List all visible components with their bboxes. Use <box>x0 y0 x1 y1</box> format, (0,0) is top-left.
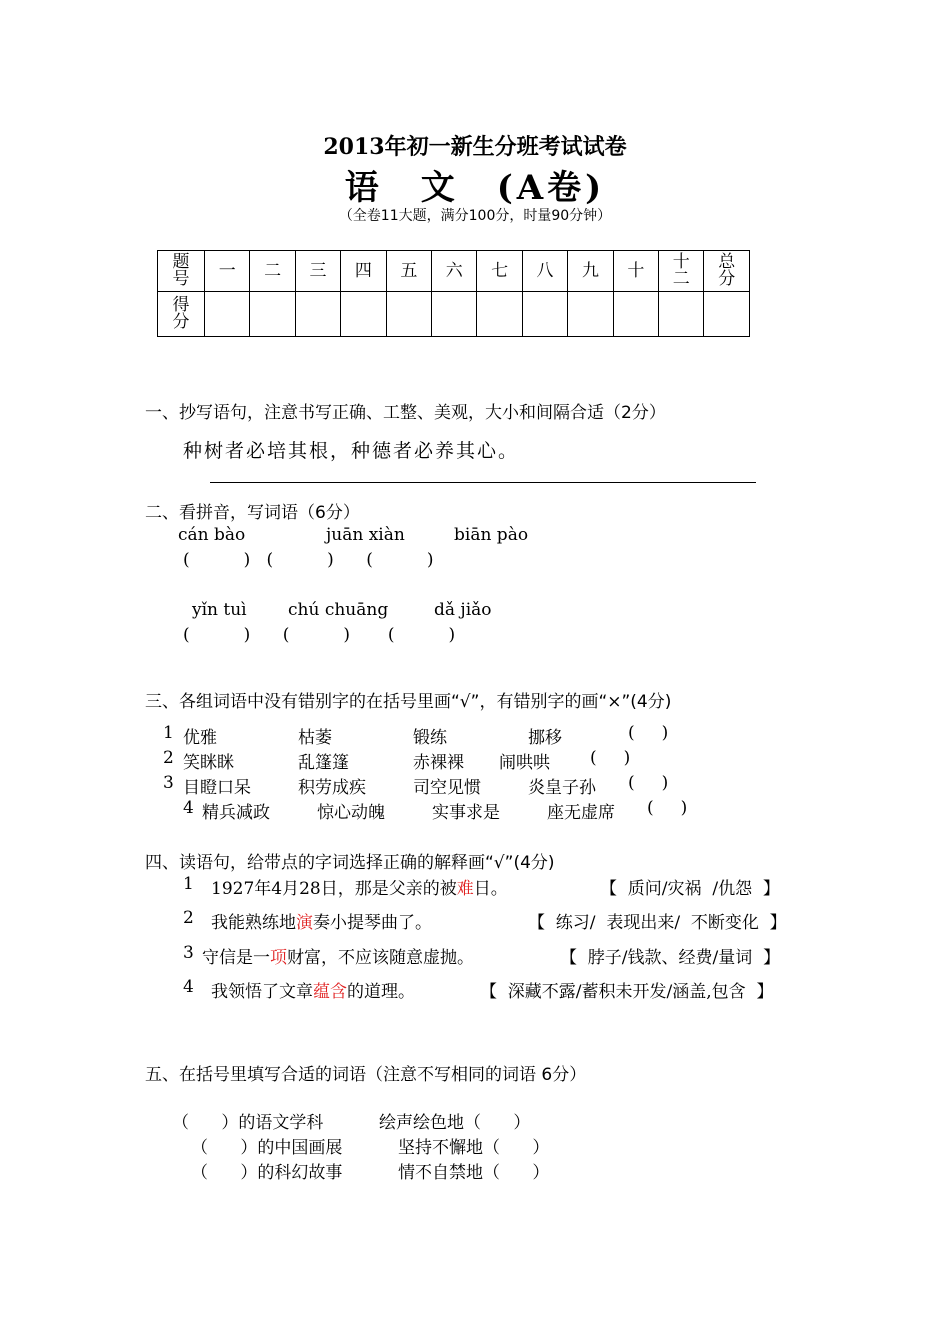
table-header-cell: 题 号 <box>158 251 205 292</box>
answer-brackets[interactable]: ( ) <box>628 723 669 743</box>
answer-options[interactable]: 【 质问/灾祸 /仇怨 】 <box>600 879 780 899</box>
q5-heading: 五、在括号里填写合适的词语（注意不写相同的词语 6分） <box>145 1065 587 1085</box>
word: 锻练 <box>413 728 447 748</box>
list-item-number: 2 <box>183 908 194 928</box>
score-table <box>157 250 750 337</box>
answer-options[interactable]: 【 练习/ 表现出来/ 不断变化 】 <box>528 913 787 933</box>
table-header-cell: 五 <box>386 251 431 292</box>
table-header-cell: 八 <box>522 251 567 292</box>
fill-blank[interactable]: （ ）的语文学科 <box>172 1113 324 1133</box>
answer-brackets[interactable]: ( ) <box>628 773 669 793</box>
fill-blank[interactable]: 坚持不懈地（ ） <box>398 1138 550 1158</box>
word: 座无虚席 <box>547 803 615 823</box>
score-cell[interactable] <box>613 292 658 337</box>
fill-blank[interactable]: （ ）的中国画展 <box>191 1138 343 1158</box>
table-row <box>158 251 750 292</box>
pinyin: biān pào <box>454 525 529 545</box>
table-header-cell: 三 <box>295 251 340 292</box>
score-cell[interactable] <box>250 292 295 337</box>
answer-options[interactable]: 【 深藏不露/蓄积未开发/涵盖,包含 】 <box>480 982 774 1002</box>
word: 积劳成疾 <box>298 778 366 798</box>
list-item-number: 3 <box>183 943 194 963</box>
table-header-cell: 四 <box>341 251 386 292</box>
marked-word: 演 <box>296 913 313 933</box>
marked-word: 蕴含 <box>313 982 347 1002</box>
score-cell[interactable] <box>341 292 386 337</box>
list-item-number: 2 <box>163 748 174 768</box>
list-item-number: 1 <box>183 874 194 894</box>
word: 目瞪口呆 <box>183 778 251 798</box>
word: 挪移 <box>528 728 562 748</box>
exam-note: （全卷11大题，满分100分，时量90分钟） <box>338 208 612 224</box>
table-header-cell: 一 <box>205 251 250 292</box>
fill-blank[interactable]: 绘声绘色地（ ） <box>379 1113 531 1133</box>
table-header-cell: 二 <box>250 251 295 292</box>
table-header-cell: 得 分 <box>158 292 205 337</box>
table-row <box>158 292 750 337</box>
list-item-number: 4 <box>183 798 194 818</box>
word: 乱篷篷 <box>298 753 349 773</box>
list-item-number: 3 <box>163 773 174 793</box>
q1-heading: 一、抄写语句，注意书写正确、工整、美观，大小和间隔合适（2分） <box>145 403 666 423</box>
word: 精兵减政 <box>202 803 270 823</box>
table-header-cell: 七 <box>477 251 522 292</box>
answer-brackets[interactable]: ( ) ( ) ( ) <box>183 550 434 570</box>
table-header-cell: 总 分 <box>704 251 750 292</box>
q1-writing-line[interactable] <box>210 482 756 483</box>
pinyin: yǐn tuì <box>192 600 247 620</box>
word: 惊心动魄 <box>317 803 385 823</box>
word: 实事求是 <box>432 803 500 823</box>
word: 枯萎 <box>298 728 332 748</box>
answer-brackets[interactable]: ( ) ( ) ( ) <box>183 625 456 645</box>
score-cell[interactable] <box>386 292 431 337</box>
score-cell[interactable] <box>568 292 613 337</box>
table-header-cell: 六 <box>432 251 477 292</box>
word: 闹哄哄 <box>499 753 550 773</box>
q4-heading: 四、读语句，给带点的字词选择正确的解释画“√”(4分) <box>145 853 555 873</box>
q4-sentence: 我能熟练地演奏小提琴曲了。 <box>211 913 432 933</box>
exam-title: 2013年初一新生分班考试试卷 <box>323 134 627 160</box>
score-cell[interactable] <box>704 292 750 337</box>
score-cell[interactable] <box>477 292 522 337</box>
q2-heading: 二、看拼音，写词语（6分） <box>145 503 360 523</box>
q1-sentence: 种树者必培其根，种德者必养其心。 <box>183 440 520 462</box>
q4-sentence: 我领悟了文章蕴含的道理。 <box>211 982 415 1002</box>
table-header-cell: 十 二 <box>659 251 704 292</box>
q4-sentence: 守信是一项财富，不应该随意虚抛。 <box>202 948 474 968</box>
fill-blank[interactable]: 情不自禁地（ ） <box>398 1163 550 1183</box>
answer-brackets[interactable]: ( ) <box>647 798 688 818</box>
score-cell[interactable] <box>205 292 250 337</box>
pinyin: juān xiàn <box>326 525 405 545</box>
marked-word: 项 <box>270 948 287 968</box>
list-item-number: 4 <box>183 977 194 997</box>
table-header-cell: 九 <box>568 251 613 292</box>
pinyin: chú chuāng <box>288 600 389 620</box>
list-item-number: 1 <box>163 723 174 743</box>
word: 炎皇子孙 <box>528 778 596 798</box>
answer-brackets[interactable]: ( ) <box>590 748 631 768</box>
score-cell[interactable] <box>432 292 477 337</box>
answer-options[interactable]: 【 脖子/钱款、经费/量词 】 <box>560 948 781 968</box>
q3-heading: 三、各组词语中没有错别字的在括号里画“√”，有错别字的画“×”(4分) <box>145 692 672 712</box>
word: 优雅 <box>183 728 217 748</box>
table-header-cell: 十 <box>613 251 658 292</box>
word: 赤裸裸 <box>413 753 464 773</box>
fill-blank[interactable]: （ ）的科幻故事 <box>191 1163 343 1183</box>
score-cell[interactable] <box>522 292 567 337</box>
score-cell[interactable] <box>659 292 704 337</box>
pinyin: dǎ jiǎo <box>434 600 492 620</box>
subject-title: 语 文 (A卷) <box>344 168 606 208</box>
q4-sentence: 1927年4月28日，那是父亲的被难日。 <box>211 879 508 899</box>
word: 笑眯眯 <box>183 753 234 773</box>
score-cell[interactable] <box>295 292 340 337</box>
pinyin: cán bào <box>178 525 246 545</box>
marked-word: 难 <box>456 879 474 899</box>
word: 司空见惯 <box>413 778 481 798</box>
